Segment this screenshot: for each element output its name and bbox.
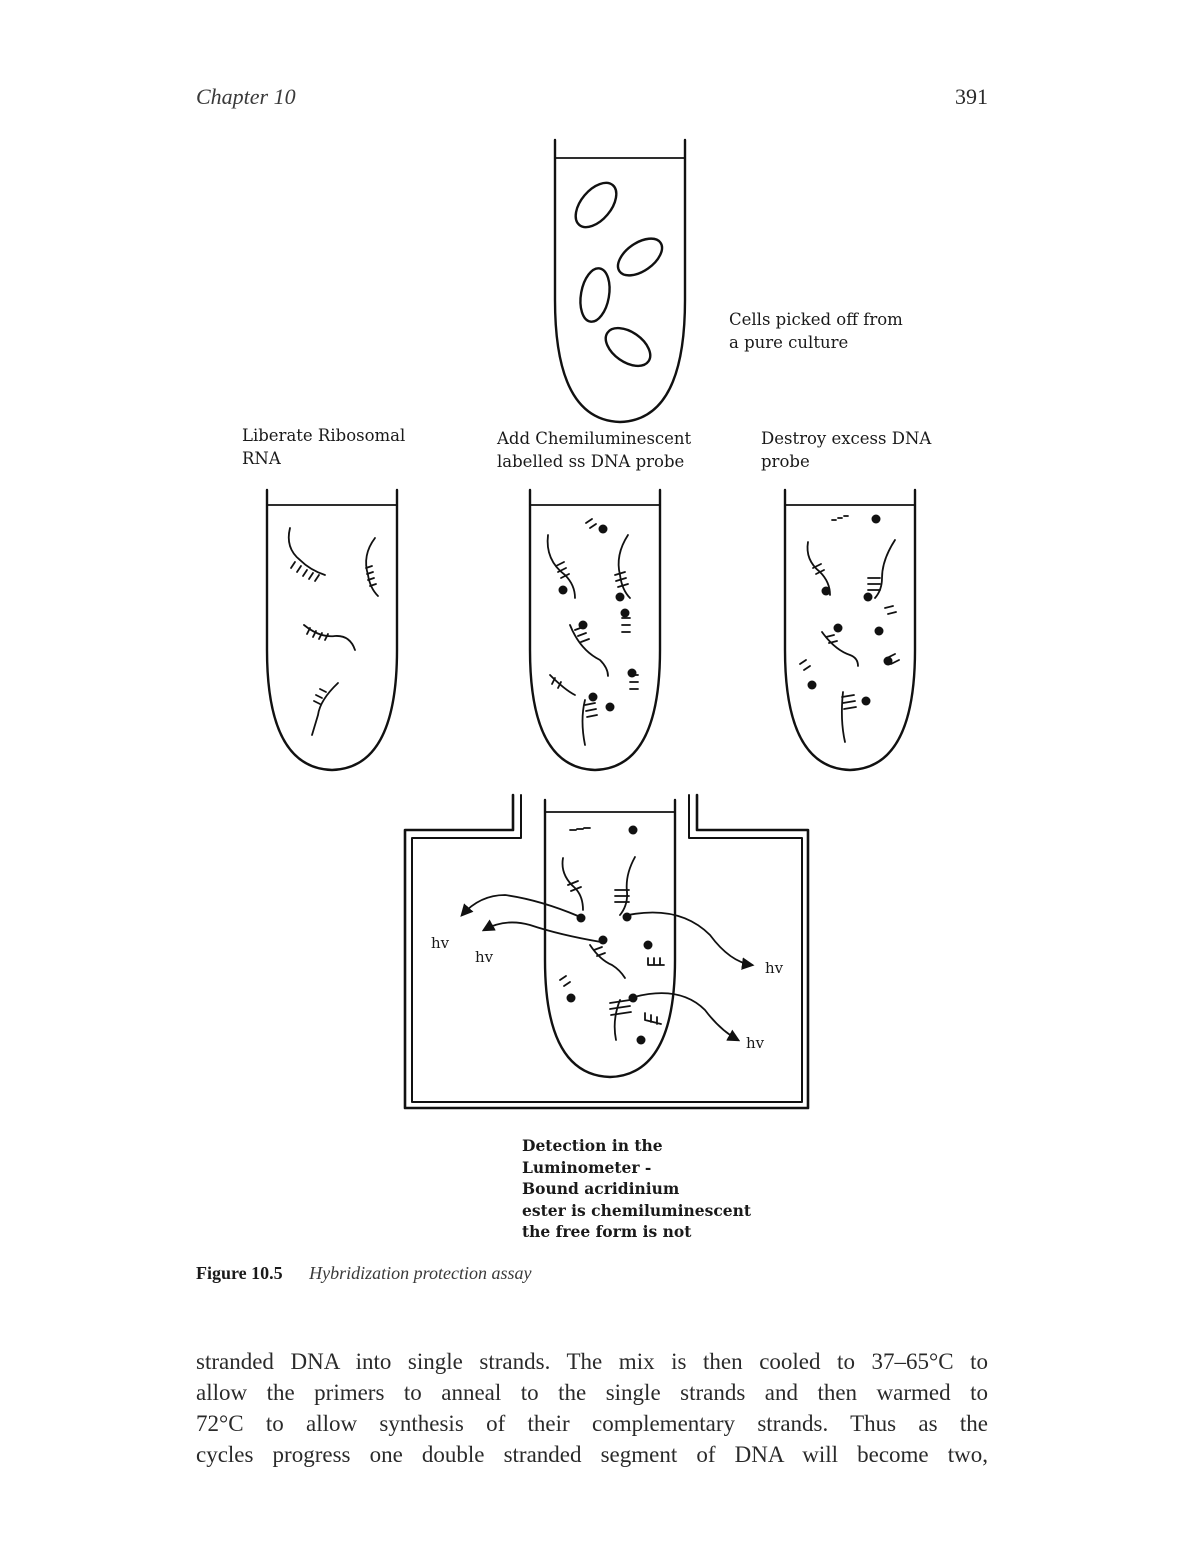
figure-caption bbox=[196, 1263, 532, 1284]
figure-title: Hybridization protection assay bbox=[309, 1263, 532, 1283]
label-destroy-probe: Destroy excess DNA probe bbox=[761, 429, 932, 471]
hv-label: hv bbox=[431, 934, 450, 952]
label-add-probe: Add Chemiluminescent labelled ss DNA probe bbox=[497, 429, 692, 471]
cell-icon bbox=[599, 320, 657, 373]
hv-label: hv bbox=[746, 1034, 765, 1052]
figure-number: Figure 10.5 bbox=[196, 1263, 283, 1283]
body-line: stranded DNA into single strands. The mix is then cooled to 37–65°C to bbox=[196, 1349, 988, 1374]
cell-icon bbox=[568, 175, 624, 234]
hv-label: hv bbox=[475, 948, 494, 966]
hybrid-strand-icon bbox=[800, 516, 899, 742]
label-detection: Detection in the Luminometer - Bound acridinium ester is chemiluminescent the free form is not bbox=[522, 1136, 752, 1241]
cell-icon bbox=[577, 266, 614, 324]
rna-strand-icon bbox=[289, 528, 378, 735]
culture-tube bbox=[555, 140, 685, 422]
free-label-dots bbox=[808, 515, 893, 706]
chapter-title: Chapter 10 bbox=[196, 84, 296, 109]
luminometer bbox=[405, 795, 808, 1108]
destroy-tube bbox=[785, 490, 915, 770]
luminometer-label-dots bbox=[567, 826, 653, 1045]
body-line: 72°C to allow synthesis of their complementary strands. Thus as the bbox=[196, 1411, 988, 1436]
body-paragraph bbox=[196, 1346, 988, 1470]
rna-tube bbox=[267, 490, 397, 770]
hybrid-strand-icon bbox=[560, 828, 664, 1040]
label-cells-picked: Cells picked off from a pure culture bbox=[729, 310, 903, 352]
label-liberate-rna: Liberate Ribosomal RNA bbox=[242, 426, 406, 468]
probe-strand-icon bbox=[548, 519, 638, 745]
hv-label: hv bbox=[765, 959, 784, 977]
body-line: cycles progress one double stranded segment of DNA will become two, bbox=[196, 1442, 988, 1467]
body-line: allow the primers to anneal to the single strands and then warmed to bbox=[196, 1380, 988, 1405]
light-emission-arrows bbox=[462, 895, 752, 1040]
cell-icon bbox=[611, 231, 668, 283]
probe-tube bbox=[530, 490, 660, 770]
page-number: 391 bbox=[955, 84, 988, 109]
